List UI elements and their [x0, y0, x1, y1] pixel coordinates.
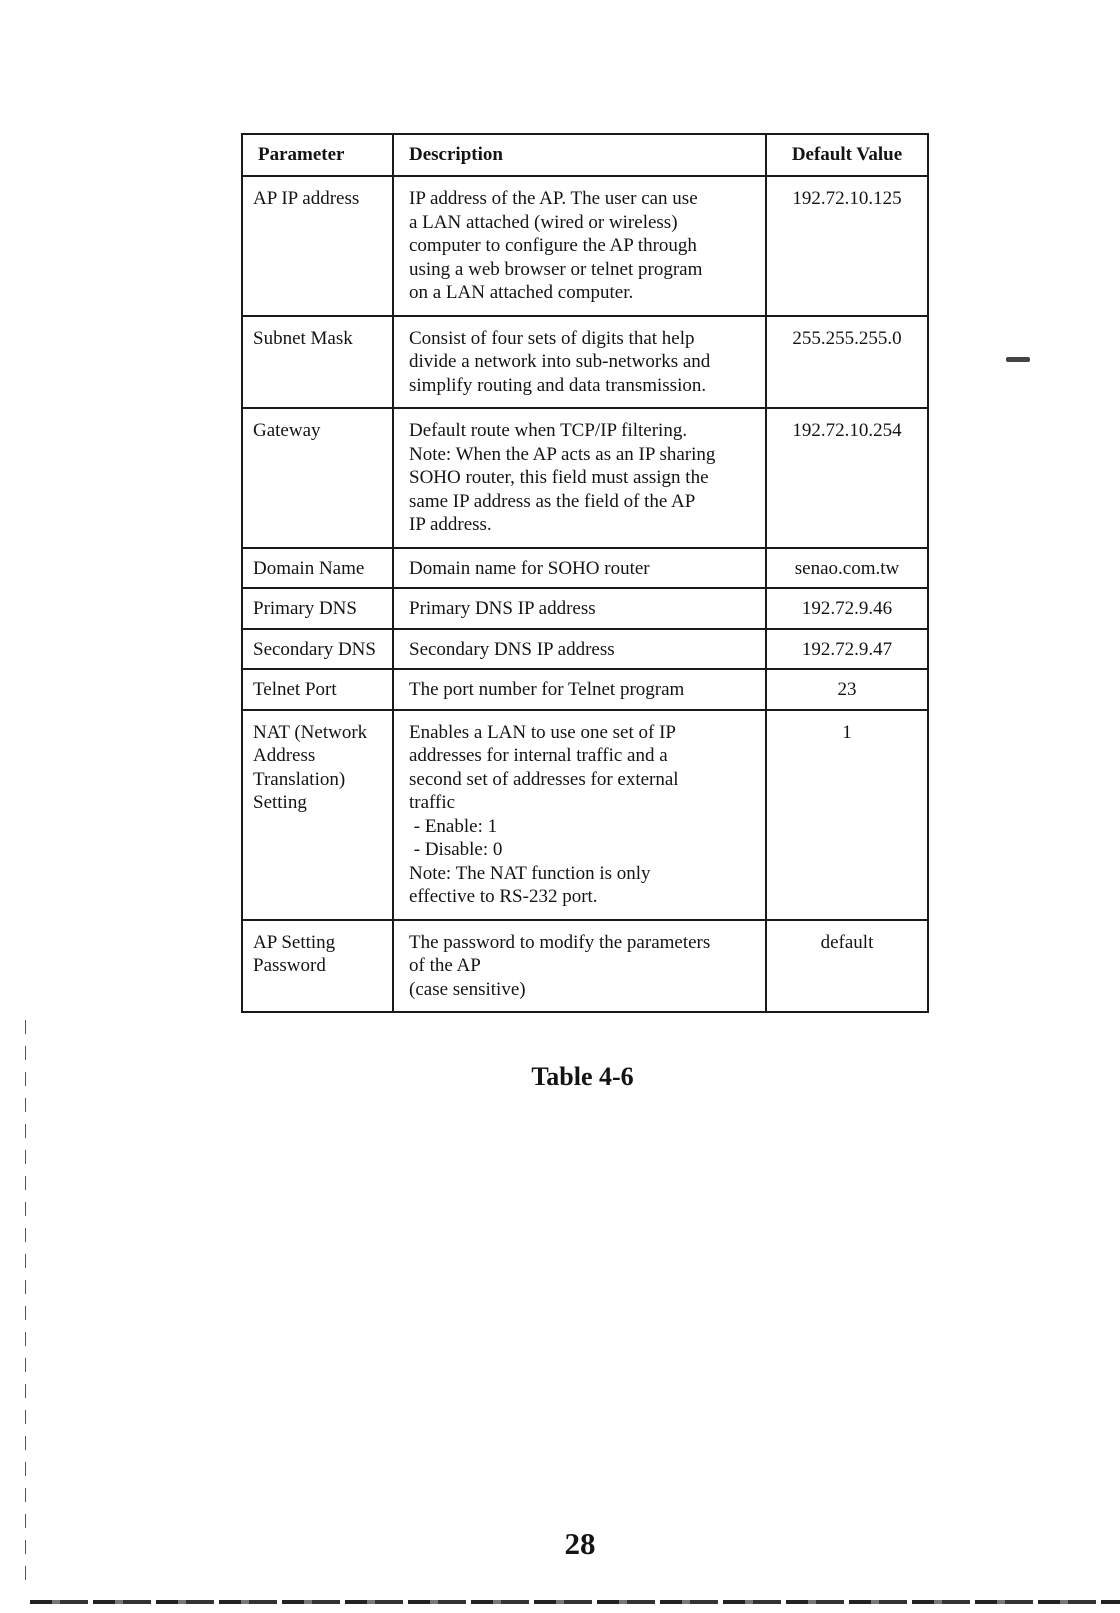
- cell-parameter: Primary DNS: [242, 588, 393, 629]
- table-row: [242, 176, 928, 316]
- description-line: Note: The NAT function is only: [409, 862, 651, 884]
- cell-default-value: senao.com.tw: [766, 548, 928, 589]
- description-line: The password to modify the parameters: [409, 931, 711, 953]
- description-line: divide a network into sub-networks and: [409, 351, 711, 372]
- table-row: [242, 710, 928, 920]
- description-line: SOHO router, this field must assign the: [409, 467, 709, 488]
- cell-parameter: Secondary DNS: [242, 629, 393, 670]
- cell-default-value: 23: [766, 669, 928, 710]
- description-line: traffic: [409, 792, 456, 813]
- description-line: simplify routing and data transmission.: [409, 374, 707, 396]
- cell-description: [393, 548, 766, 589]
- page-number: 28: [564, 1526, 596, 1561]
- column-header-description: Description: [393, 134, 766, 176]
- cell-parameter: Subnet Mask: [242, 316, 393, 409]
- description-line: - Disable: 0: [409, 839, 503, 860]
- table-header-row: [242, 134, 928, 176]
- column-header-parameter: Parameter: [242, 134, 393, 176]
- scan-edge-bottom: [30, 1600, 1120, 1604]
- cell-parameter: AP Setting Password: [242, 920, 393, 1013]
- column-header-default-value: Default Value: [766, 134, 928, 176]
- description-line: Primary DNS IP address: [409, 598, 596, 619]
- table-row: [242, 548, 928, 589]
- cell-default-value: 1: [766, 710, 928, 920]
- cell-description: [393, 920, 766, 1013]
- table-row: [242, 408, 928, 548]
- table-row: [242, 920, 928, 1013]
- description-line: Domain name for SOHO router: [409, 557, 650, 579]
- description-line: computer to configure the AP through: [409, 235, 697, 256]
- cell-parameter: Domain Name: [242, 548, 393, 589]
- cell-default-value: default: [766, 920, 928, 1013]
- cell-parameter: NAT (Network Address Translation) Setting: [242, 710, 393, 920]
- description-line: IP address of the AP. The user can use: [409, 188, 698, 209]
- table-row: [242, 629, 928, 670]
- table-row: [242, 316, 928, 409]
- cell-default-value: 192.72.9.46: [766, 588, 928, 629]
- description-line: using a web browser or telnet program: [409, 258, 703, 280]
- cell-parameter: AP IP address: [242, 176, 393, 316]
- description-line: second set of addresses for external: [409, 768, 679, 790]
- description-line: on a LAN attached computer.: [409, 282, 634, 303]
- description-line: Note: When the AP acts as an IP sharing: [409, 443, 716, 465]
- description-line: Consist of four sets of digits that help: [409, 327, 695, 349]
- description-line: IP address.: [409, 514, 492, 535]
- description-line: of the AP: [409, 955, 481, 976]
- description-line: effective to RS-232 port.: [409, 886, 598, 907]
- cell-description: [393, 669, 766, 710]
- table-row: [242, 669, 928, 710]
- cell-parameter: Gateway: [242, 408, 393, 548]
- description-line: a LAN attached (wired or wireless): [409, 211, 678, 233]
- cell-description: [393, 408, 766, 548]
- parameter-table: [241, 133, 929, 1013]
- description-line: The port number for Telnet program: [409, 679, 685, 700]
- cell-description: [393, 588, 766, 629]
- description-line: Default route when TCP/IP filtering.: [409, 420, 688, 441]
- cell-parameter: Telnet Port: [242, 669, 393, 710]
- cell-default-value: 192.72.9.47: [766, 629, 928, 670]
- cell-description: [393, 176, 766, 316]
- description-line: same IP address as the field of the AP: [409, 490, 696, 512]
- cell-default-value: 255.255.255.0: [766, 316, 928, 409]
- description-line: addresses for internal traffic and a: [409, 745, 668, 766]
- table-caption: Table 4-6: [531, 1062, 634, 1091]
- description-line: Enables a LAN to use one set of IP: [409, 721, 676, 743]
- description-line: Secondary DNS IP address: [409, 638, 615, 660]
- description-line: (case sensitive): [409, 978, 526, 1000]
- table-row: [242, 588, 928, 629]
- cell-default-value: 192.72.10.254: [766, 408, 928, 548]
- cell-description: [393, 710, 766, 920]
- cell-description: [393, 629, 766, 670]
- cell-description: [393, 316, 766, 409]
- scan-edge-left: [25, 1020, 26, 1580]
- description-line: - Enable: 1: [409, 815, 498, 837]
- scan-speck: [1006, 357, 1030, 362]
- cell-default-value: 192.72.10.125: [766, 176, 928, 316]
